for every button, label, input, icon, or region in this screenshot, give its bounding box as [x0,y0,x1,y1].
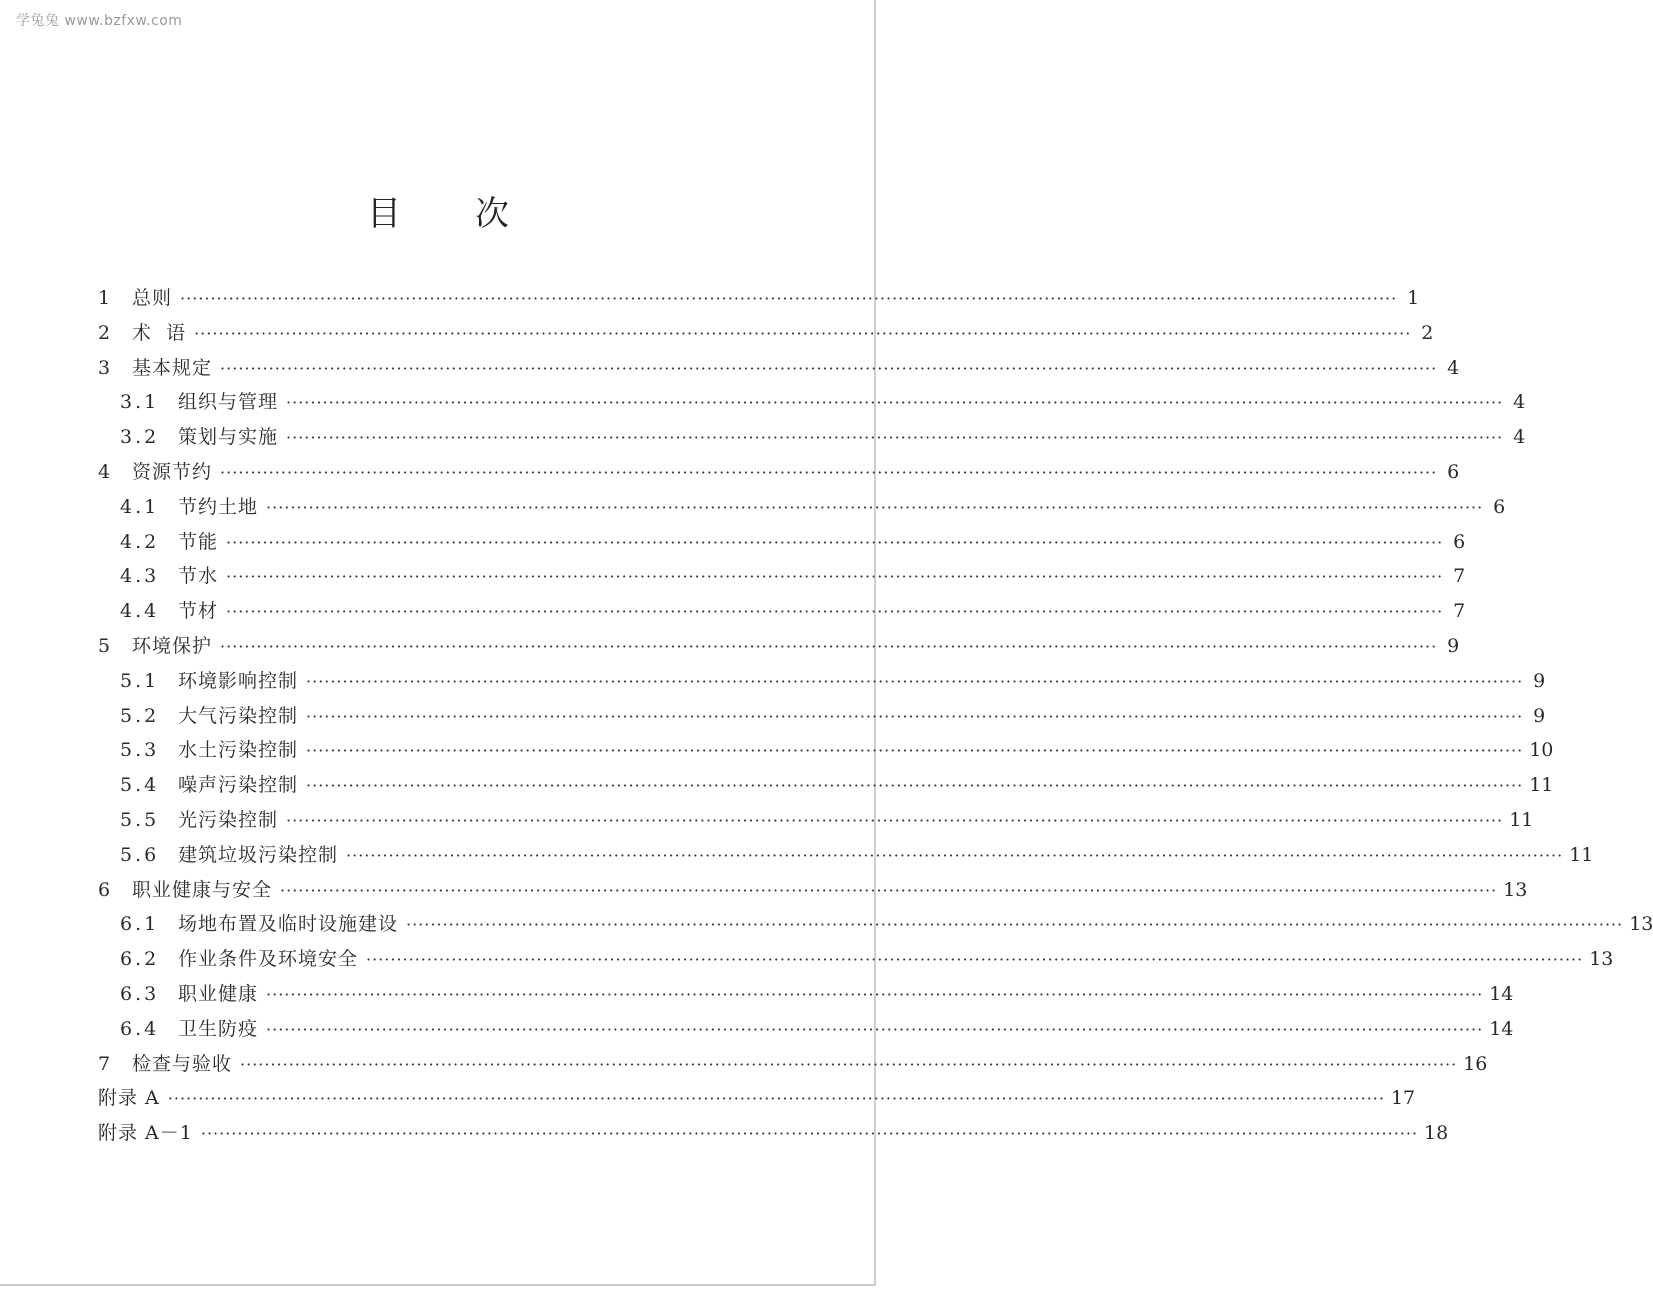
toc-dot-leader: ········································································································································································································ [306,776,1524,796]
toc-entry-page: 4 [1513,426,1526,449]
toc-entry-number: 5.4 [120,774,160,797]
toc-entry[interactable] [98,735,1554,770]
toc-entry-number: 4 [98,460,111,483]
toc-entry-number: 5.6 [120,843,160,866]
toc-dot-leader: ········································································································································································································ [280,880,1498,900]
toc-entry[interactable] [98,1083,1416,1118]
toc-entry-title: 总则 [132,287,173,309]
toc-entry-page: 1 [1407,287,1420,309]
toc-entry[interactable] [98,561,1466,596]
toc-entry[interactable] [98,979,1514,1014]
toc-entry-page: 16 [1463,1052,1488,1075]
toc-entry-number: 6 [98,878,111,901]
toc-entry-title: 附录 A－1 [98,1122,193,1145]
page-title: 目次 [367,194,583,234]
toc-entry-number: 3.2 [120,426,160,449]
toc-entry-number: 5.3 [120,739,160,762]
toc-entry-page: 13 [1589,948,1614,971]
toc-entry-number: 5 [98,634,111,657]
toc-entry-title: 组织与管理 [178,391,279,414]
toc-entry-title: 噪声污染控制 [178,774,299,797]
toc-dot-leader: ········································································································································································································ [306,671,1524,691]
toc-entry[interactable] [98,318,1434,353]
toc-entry-title: 节能 [178,530,219,553]
toc-dot-leader: ········································································································································································································ [366,950,1584,970]
toc-entry[interactable] [98,840,1594,875]
toc-entry-page: 7 [1453,565,1466,588]
toc-entry-number: 6.3 [120,982,160,1005]
toc-entry-title: 作业条件及环境安全 [178,948,359,971]
toc-dot-leader: ········································································································································································································ [266,1019,1484,1039]
toc-entry-page: 11 [1569,843,1594,866]
toc-entry[interactable] [98,1049,1488,1084]
toc-dot-leader: ········································································································································································································ [220,462,1438,482]
toc-dot-leader: ········································································································································································································ [194,323,1412,343]
toc-entry-title: 节水 [178,565,219,588]
toc-dot-leader: ········································································································································································································ [286,428,1504,448]
watermark: 学兔兔 www.bzfxw.com [16,13,183,29]
toc-entry[interactable] [98,353,1460,388]
toc-entry-title: 卫生防疫 [178,1017,259,1040]
toc-entry-number: 4.2 [120,530,160,553]
toc-dot-leader: ········································································································································································································ [406,915,1624,935]
toc-entry-title: 节约土地 [178,495,259,518]
toc-entry-number: 7 [98,1052,111,1075]
toc-entry-number: 4.1 [120,495,160,518]
toc-entry-number: 5.1 [120,669,160,692]
toc-entry[interactable] [98,770,1554,805]
toc-entry[interactable] [98,805,1534,840]
toc-entry-page: 9 [1447,634,1460,657]
toc-entry[interactable] [98,875,1528,910]
toc-dot-leader: ········································································································································································································ [226,532,1444,552]
toc-entry-title: 环境影响控制 [178,669,299,692]
toc-entry-page: 6 [1453,530,1466,553]
toc-entry[interactable] [98,527,1466,562]
toc-entry[interactable] [98,1118,1449,1153]
toc-entry-page: 4 [1447,356,1460,379]
toc-dot-leader: ········································································································································································································ [180,289,1398,308]
toc-entry-page: 14 [1489,982,1514,1005]
toc-entry-title: 大气污染控制 [178,704,299,727]
toc-entry-title: 附录 A [98,1087,160,1110]
toc-entry-number: 5.2 [120,704,160,727]
toc-entry-number: 6.2 [120,948,160,971]
toc-entry-page: 11 [1509,808,1534,831]
toc-entry-page: 13 [1503,878,1528,901]
toc-entry[interactable] [98,1014,1514,1049]
toc-entry-number: 3 [98,356,111,379]
toc-entry-title: 水土污染控制 [178,739,299,762]
toc-entry[interactable] [98,596,1466,631]
toc-dot-leader: ········································································································································································································ [226,567,1444,587]
toc-entry-title: 检查与验收 [132,1052,233,1075]
toc-entry-title: 节材 [178,600,219,623]
toc-dot-leader: ········································································································································································································ [346,845,1564,865]
toc-entry-number: 4.4 [120,600,160,623]
toc-entry-title: 光污染控制 [178,808,279,831]
toc-entry[interactable] [98,701,1546,736]
toc-entry-number: 5.5 [120,808,160,831]
toc-entry-number: 6.4 [120,1017,160,1040]
toc-dot-leader: ········································································································································································································ [167,1089,1385,1109]
toc-entry-title: 职业健康 [178,982,259,1005]
toc-entry-title: 资源节约 [132,460,213,483]
toc-dot-leader: ········································································································································································································ [240,1054,1458,1074]
toc-entry-page: 9 [1533,704,1546,727]
toc-entry[interactable] [98,422,1526,457]
toc-entry-title: 基本规定 [132,356,213,379]
toc-dot-leader: ········································································································································································································ [286,810,1504,830]
toc-entry-number: 1 [98,287,111,309]
toc-dot-leader: ········································································································································································································ [306,741,1524,761]
toc-dot-leader: ········································································································································································································ [286,393,1504,413]
toc-entry-title: 术 语 [132,321,187,344]
toc-dot-leader: ········································································································································································································ [266,984,1484,1004]
toc-entry[interactable] [98,283,1420,318]
toc-entry-page: 10 [1529,739,1554,762]
toc-entry[interactable] [98,666,1546,701]
toc-entry-title: 场地布置及临时设施建设 [178,913,399,936]
toc-dot-leader: ········································································································································································································ [266,497,1484,517]
toc-entry-number: 4.3 [120,565,160,588]
toc-entry-page: 13 [1629,913,1653,936]
toc-entry[interactable] [98,457,1460,492]
toc-dot-leader: ········································································································································································································ [226,602,1444,622]
toc-entry[interactable] [98,944,1614,979]
toc-entry[interactable] [98,909,1653,944]
toc-entry[interactable] [98,631,1460,666]
toc-dot-leader: ········································································································································································································ [306,706,1524,726]
toc-entry-title: 环境保护 [132,634,213,657]
toc-entry-page: 7 [1453,600,1466,623]
toc-entry-page: 6 [1447,460,1460,483]
table-of-contents [98,283,1653,1153]
toc-entry-title: 职业健康与安全 [132,878,273,901]
toc-entry-number: 6.1 [120,913,160,936]
toc-entry-title: 建筑垃圾污染控制 [178,843,339,866]
toc-entry-title: 策划与实施 [178,426,279,449]
toc-dot-leader: ········································································································································································································ [200,1124,1419,1144]
toc-dot-leader: ········································································································································································································ [220,636,1438,656]
toc-entry-page: 11 [1529,774,1554,797]
toc-entry-page: 4 [1513,391,1526,414]
toc-entry-page: 17 [1390,1087,1416,1110]
toc-entry[interactable] [98,492,1506,527]
toc-entry-page: 18 [1424,1122,1449,1145]
toc-entry[interactable] [98,387,1526,422]
toc-entry-page: 2 [1421,321,1434,344]
toc-dot-leader: ········································································································································································································ [220,358,1438,378]
toc-entry-page: 9 [1533,669,1546,692]
toc-entry-number: 2 [98,321,111,344]
toc-entry-page: 6 [1493,495,1506,518]
toc-entry-page: 14 [1489,1017,1514,1040]
toc-entry-number: 3.1 [120,391,160,414]
